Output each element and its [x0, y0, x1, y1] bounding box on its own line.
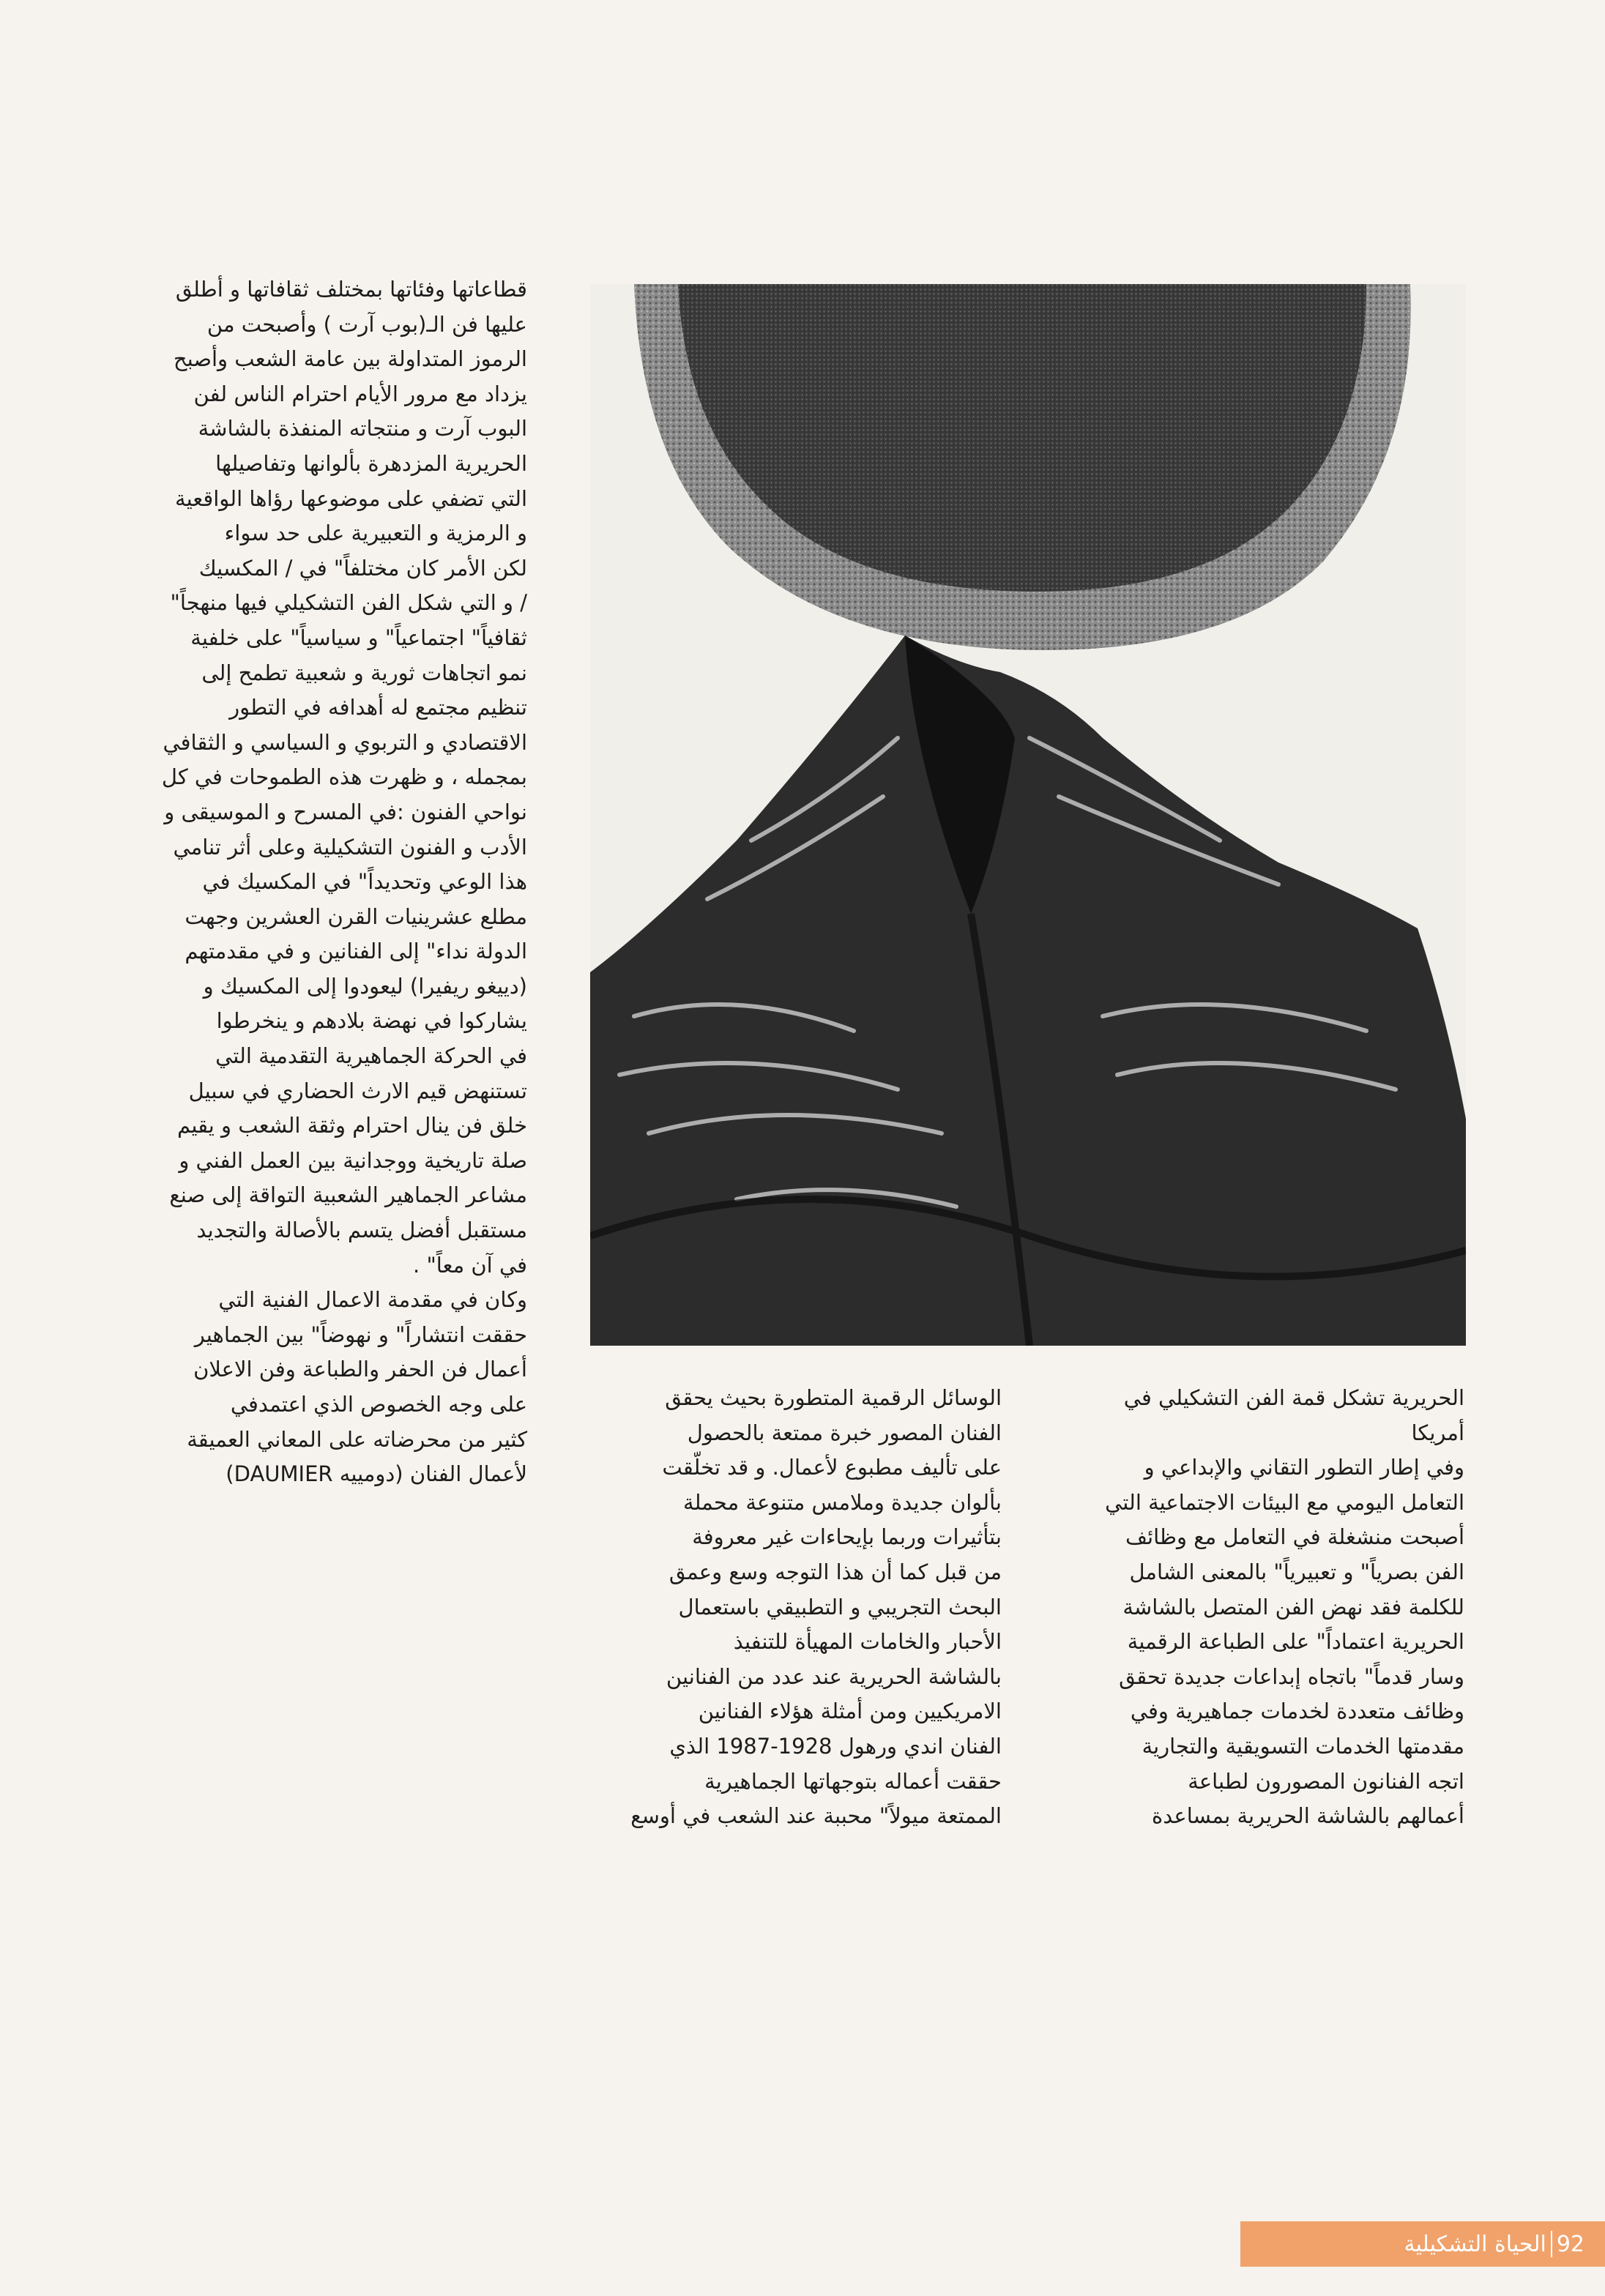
paragraph: قطاعاتها وفئاتها بمختلف ثقافاتها و أطلق عليها فن الـ(بوب آرت ) وأصبحت من الرموز المتداولة بين عامة الشعب وأصبح يزداد مع مرور الأيام احترام الناس لفن البوب آرت و منتجاته المنفذة بالشاشة الحريرية المزدهرة بألوانها وتفاصيلها التي تضفي على موضوعها رؤاها الواقعية و الرمزية و التعبيرية على حد سواء: [173, 277, 527, 546]
artwork-illustration: [590, 284, 1466, 1346]
text-column-middle: [589, 1381, 1002, 1834]
artwork-print-drawing: [590, 284, 1466, 1346]
page-number: 92: [1556, 2231, 1584, 2257]
paragraph: لكن الأمر كان مختلفاً" في / المكسيك / و التي شكل الفن التشكيلي فيها منهجاً" ثقافياً" اجتماعياً" و سياسياً" على خلفية نمو اتجاهات ثورية و شعبية تطمح إلى تنظيم مجتمع له أهدافه في التطور الاقتصادي و التربوي و السياسي و الثقافي بمجمله ، و ظهرت هذه الطموحات في كل نواحي الفنون :في المسرح و الموسيقى و الأدب و الفنون التشكيلية وعلى أثر تنامي هذا الوعي وتحديداً" في المكسيك في مطلع عشرينيات القرن العشرين وجهت الدولة نداء" إلى الفنانين و في مقدمتهم (دييغو ريفيرا) ليعودوا إلى المكسيك و يشاركوا في نهضة بلادهم و ينخرطوا في الحركة الجماهيرية التقدمية التي تستنهض قيم الارث الحضاري في سبيل خلق فن ينال احترام وثقة الشعب و يقيم صلة تاريخية ووجدانية بين العمل الفني و مشاعر الجماهير الشعبية التواقة إلى صنع مستقبل أفضل يتسم بالأصالة والتجديد في آن معاً" .: [161, 555, 527, 1278]
magazine-title: الحياة التشكيلية: [1404, 2231, 1546, 2257]
footer-divider: [1551, 2231, 1552, 2257]
paragraph: وفي إطار التطور التقاني والإبداعي و التعامل اليومي مع البيئات الاجتماعية التي أصبحت منشغلة في التعامل مع وظائف الفن بصرياً" و تعبيرياً" بالمعنى الشامل للكلمة فقد نهض الفن المتصل بالشاشة الحريرية اعتماداً" على الطباعة الرقمية وسار قدماً" باتجاه إبداعات جديدة تحقق وظائف متعددة لخدمات جماهيرية وفي مقدمتها الخدمات التسويقية والتجارية: [1105, 1455, 1464, 1759]
paragraph: الوسائل الرقمية المتطورة بحيث يحقق الفنان المصور خبرة ممتعة بالحصول على تأليف مطبوع لأعمال. و قد تخلّقت بألوان جديدة وملامس متنوعة محملة بتأثيرات وربما بإيحاءات غير معروفة من قبل كما أن هذا التوجه وسع وعمق البحث التجريبي و التطبيقي باستعمال الأحبار والخامات المهيأة للتنفيذ بالشاشة الحريرية عند عدد من الفنانين الامريكيين ومن أمثلة هؤلاء الفنانين الفنان اندي ورهول 1928-1987 الذي حققت أعماله بتوجهاتها الجماهيرية الممتعة ميولاً" محببة عند الشعب في أوسع: [630, 1385, 1002, 1829]
paragraph: وكان في مقدمة الاعمال الفنية التي حققت انتشاراً" و نهوضاً" بين الجماهير أعمال فن الحفر والطباعة وفن الاعلان على وجه الخصوص الذي اعتمدفي كثير من محرضاته على المعاني العميقة لأعمال الفنان (دومييه DAUMIER): [187, 1287, 527, 1487]
text-column-left: [117, 272, 527, 1492]
page-footer: [1240, 2221, 1605, 2267]
text-column-right: [1044, 1381, 1464, 1834]
paragraph: اتجه الفنانون المصورون لطباعة أعمالهم بالشاشة الحريرية بمساعدة: [1152, 1768, 1464, 1829]
paragraph: الحريرية تشكل قمة الفن التشكيلي في أمريكا: [1123, 1385, 1464, 1445]
